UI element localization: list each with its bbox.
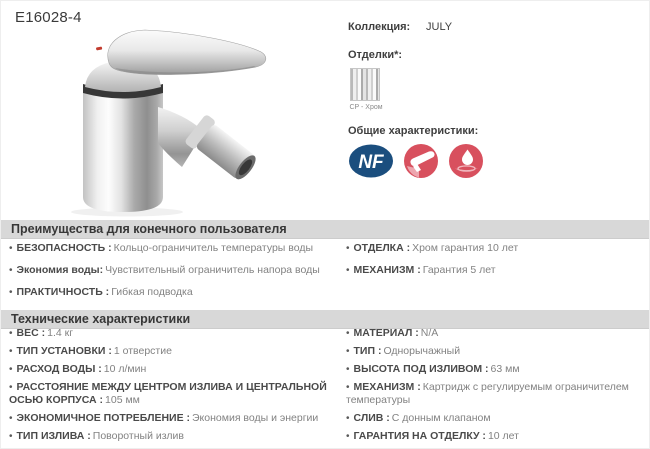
product-info-panel xyxy=(348,21,644,179)
item-value: С донным клапаном xyxy=(391,412,491,424)
list-item xyxy=(9,327,346,340)
list-row xyxy=(1,264,650,277)
list-item xyxy=(9,363,346,376)
item-label: ПРАКТИЧНОСТЬ : xyxy=(16,286,110,298)
list-row xyxy=(1,242,650,255)
list-item xyxy=(9,345,346,358)
item-label: ТИП : xyxy=(353,345,382,357)
list-item-empty xyxy=(346,286,643,299)
item-value: Чувствительный ограничитель напора воды xyxy=(105,264,320,276)
list-row xyxy=(1,345,650,358)
list-item xyxy=(346,242,643,255)
specs-list xyxy=(1,327,650,448)
item-label: РАССТОЯНИЕ МЕЖДУ ЦЕНТРОМ ИЗЛИВА И ЦЕНТРАЛЬНОЙ ОСЬЮ КОРПУСА : xyxy=(9,381,327,406)
list-item xyxy=(346,412,643,425)
bullet-icon: • xyxy=(9,413,13,424)
item-value: 1.4 кг xyxy=(47,327,74,339)
item-label: ВЫСОТА ПОД ИЗЛИВОМ : xyxy=(353,363,489,375)
item-value: Хром гарантия 10 лет xyxy=(412,242,519,254)
bullet-icon: • xyxy=(9,265,13,276)
item-value: 10 л/мин xyxy=(103,363,147,375)
collection-label: Коллекция: xyxy=(348,21,411,33)
bullet-icon: • xyxy=(9,382,13,393)
list-item xyxy=(9,286,346,299)
list-row xyxy=(1,327,650,340)
list-item xyxy=(9,242,346,255)
item-label: ВЕС : xyxy=(16,327,46,339)
bullet-icon: • xyxy=(346,346,350,357)
section-title-advantages: Преимущества для конечного пользователя xyxy=(1,220,650,239)
list-item xyxy=(9,264,346,277)
water-saving-icon xyxy=(448,143,484,179)
finish-swatch-block xyxy=(348,68,392,111)
item-value: Кольцо-ограничитель температуры воды xyxy=(113,242,314,254)
certification-badges xyxy=(348,143,644,179)
bullet-icon: • xyxy=(346,382,350,393)
item-value: Гибкая подводка xyxy=(111,286,193,298)
bullet-icon: • xyxy=(9,346,13,357)
item-label: ЭКОНОМИЧНОЕ ПОТРЕБЛЕНИЕ : xyxy=(16,412,190,424)
bullet-icon: • xyxy=(346,431,350,442)
item-value: 63 мм xyxy=(490,363,520,375)
general-characteristics-label: Общие характеристики: xyxy=(348,125,479,137)
bullet-icon: • xyxy=(9,328,13,339)
item-label: Экономия воды: xyxy=(16,264,104,276)
section-title-specs: Технические характеристики xyxy=(1,310,650,329)
item-value: Экономия воды и энергии xyxy=(192,412,319,424)
collection-value: JULY xyxy=(426,21,453,33)
bullet-icon: • xyxy=(9,243,13,254)
swatch-caption: CP - Хром xyxy=(349,104,383,111)
svg-text:NF: NF xyxy=(358,152,384,173)
list-item xyxy=(9,430,346,443)
list-row xyxy=(1,363,650,376)
item-label: РАСХОД ВОДЫ : xyxy=(16,363,102,375)
item-label: СЛИВ : xyxy=(353,412,390,424)
item-label: МЕХАНИЗМ : xyxy=(353,381,421,393)
list-item xyxy=(346,363,643,376)
bullet-icon: • xyxy=(346,243,350,254)
bullet-icon: • xyxy=(346,413,350,424)
list-item xyxy=(346,345,643,358)
list-item xyxy=(346,264,643,277)
list-row xyxy=(1,286,650,299)
collection-row xyxy=(348,21,644,33)
list-row xyxy=(1,381,650,407)
product-code: E16028-4 xyxy=(15,9,82,26)
item-value: Картридж с регулируемым ограничителем температуры xyxy=(346,381,629,406)
faucet-illustration xyxy=(53,15,323,217)
item-label: ОТДЕЛКА : xyxy=(353,242,411,254)
list-item xyxy=(9,412,346,425)
item-label: МЕХАНИЗМ : xyxy=(353,264,421,276)
item-label: ТИП ИЗЛИВА : xyxy=(16,430,91,442)
bullet-icon: • xyxy=(9,364,13,375)
bullet-icon: • xyxy=(9,287,13,298)
item-value: 1 отверстие xyxy=(113,345,172,357)
item-label: МАТЕРИАЛ : xyxy=(353,327,419,339)
item-label: БЕЗОПАСНОСТЬ : xyxy=(16,242,112,254)
nf-certification-icon xyxy=(348,143,394,179)
list-row xyxy=(1,430,650,443)
item-value: Гарантия 5 лет xyxy=(422,264,496,276)
finishes-label: Отделки*: xyxy=(348,49,403,61)
product-image xyxy=(53,15,323,217)
list-row xyxy=(1,412,650,425)
item-value: Поворотный излив xyxy=(92,430,184,442)
item-label: ГАРАНТИЯ НА ОТДЕЛКУ : xyxy=(353,430,486,442)
bullet-icon: • xyxy=(346,265,350,276)
item-value: N/A xyxy=(420,327,439,339)
advantages-list xyxy=(1,242,650,308)
item-value: 10 лет xyxy=(487,430,519,442)
bullet-icon: • xyxy=(9,431,13,442)
list-item xyxy=(9,381,346,407)
item-label: ТИП УСТАНОВКИ : xyxy=(16,345,112,357)
single-lever-icon xyxy=(403,143,439,179)
chrome-finish-swatch xyxy=(350,68,380,101)
item-value: Однорычажный xyxy=(383,345,461,357)
list-item xyxy=(346,381,643,407)
list-item xyxy=(346,430,643,443)
list-item xyxy=(346,327,643,340)
bullet-icon: • xyxy=(346,364,350,375)
item-value: 105 мм xyxy=(105,394,140,406)
bullet-icon: • xyxy=(346,328,350,339)
